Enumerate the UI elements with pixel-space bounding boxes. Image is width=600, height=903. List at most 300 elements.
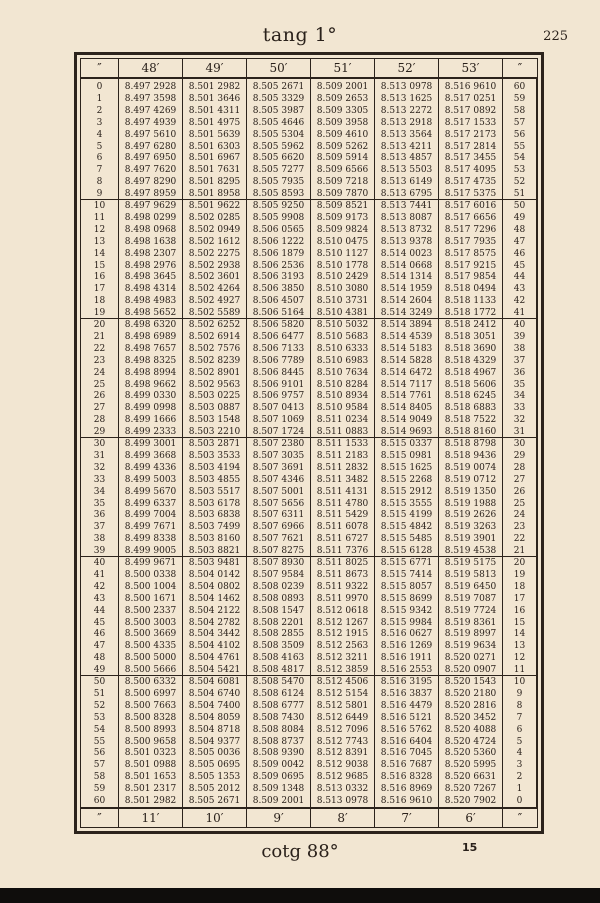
header-minute: 52′	[375, 59, 439, 77]
seconds-label: 50	[513, 201, 526, 211]
table-cell: 8.512 7096	[316, 724, 369, 735]
seconds-label: 27	[93, 403, 106, 414]
table-cell: 8.502 9563	[188, 379, 241, 390]
table-cell: 8.511 0883	[316, 427, 369, 438]
seconds-label: 40	[93, 558, 106, 568]
table-cell: 8.497 7620	[124, 165, 177, 176]
seconds-label: 33	[513, 403, 526, 414]
table-cell: 8.502 3601	[188, 272, 241, 283]
table-cell: 8.499 5670	[124, 486, 177, 497]
table-cell: 8.512 0618	[316, 605, 369, 616]
table-cell: 8.517 5375	[444, 189, 497, 200]
seconds-label: 24	[513, 510, 526, 521]
table-cell: 8.501 2982	[124, 796, 177, 806]
seconds-label: 14	[513, 629, 526, 640]
seconds-label: 8	[516, 700, 523, 711]
group-divider	[81, 318, 537, 319]
seconds-label: 59	[93, 784, 106, 795]
table-cell: 8.517 9854	[444, 272, 497, 283]
table-cell: 8.502 8239	[188, 355, 241, 366]
seconds-label: 34	[93, 486, 106, 497]
table-cell: 8.519 3901	[444, 534, 497, 545]
table-cell: 8.505 3329	[252, 93, 305, 104]
table-cell: 8.510 7634	[316, 367, 369, 378]
table-cell: 8.509 8521	[316, 201, 369, 211]
table-cell: 8.510 8934	[316, 391, 369, 402]
table-cell: 8.513 8087	[380, 212, 433, 223]
seconds-label: 56	[513, 129, 526, 140]
seconds-label: 33	[93, 474, 106, 485]
seconds-label: 29	[513, 450, 526, 461]
table-cell: 8.518 1133	[444, 296, 497, 307]
table-cell: 8.516 7687	[380, 760, 433, 771]
table-cell: 8.519 1350	[444, 486, 497, 497]
seconds-label: 53	[513, 165, 526, 176]
table-cell: 8.517 6656	[444, 212, 497, 223]
table-cell: 8.507 9584	[252, 569, 305, 580]
seconds-label: 1	[96, 93, 103, 104]
table-cell: 8.517 7296	[444, 224, 497, 235]
value-column	[247, 79, 311, 807]
seconds-label: 32	[93, 462, 106, 473]
seconds-label: 16	[93, 272, 106, 283]
table-cell: 8.504 2122	[188, 605, 241, 616]
group-divider	[81, 556, 537, 557]
seconds-label: 5	[96, 141, 103, 152]
table-cell: 8.503 6178	[188, 498, 241, 509]
seconds-label: 19	[93, 308, 106, 319]
table-cell: 8.505 8593	[252, 189, 305, 200]
table-cell: 8.511 2183	[316, 450, 369, 461]
table-cell: 8.516 5121	[380, 712, 433, 723]
table-cell: 8.500 5666	[124, 665, 177, 676]
table-cell: 8.512 7743	[316, 736, 369, 747]
seconds-label: 35	[513, 379, 526, 390]
table-cell: 8.519 5175	[444, 558, 497, 568]
footer-corner-left: ″	[81, 809, 119, 827]
table-cell: 8.497 5610	[124, 129, 177, 140]
table-cell: 8.509 1348	[252, 784, 305, 795]
seconds-label: 41	[513, 308, 526, 319]
table-cell: 8.517 8575	[444, 248, 497, 259]
table-cell: 8.507 6966	[252, 522, 305, 533]
seconds-label: 25	[93, 379, 106, 390]
seconds-label: 28	[93, 415, 106, 426]
seconds-label: 26	[513, 486, 526, 497]
table-cell: 8.514 3894	[380, 320, 433, 330]
table-cell: 8.499 5003	[124, 474, 177, 485]
seconds-label: 46	[513, 248, 526, 259]
table-cell: 8.507 8930	[252, 558, 305, 568]
table-cell: 8.503 2871	[188, 439, 241, 449]
table-cell: 8.504 2782	[188, 617, 241, 628]
table-cell: 8.503 9481	[188, 558, 241, 568]
seconds-label: 43	[513, 284, 526, 295]
table-cell: 8.500 5000	[124, 653, 177, 664]
table-cell: 8.513 6149	[380, 177, 433, 188]
seconds-label: 40	[513, 320, 526, 330]
table-cell: 8.511 6078	[316, 522, 369, 533]
footer-minute: 6′	[439, 809, 503, 827]
table-cell: 8.513 0978	[380, 82, 433, 92]
table-cell: 8.515 0981	[380, 450, 433, 461]
seconds-label: 54	[513, 153, 526, 164]
seconds-label: 39	[513, 331, 526, 342]
table-cell: 8.501 6303	[188, 141, 241, 152]
table-cell: 8.497 4269	[124, 105, 177, 116]
table-cell: 8.500 8328	[124, 712, 177, 723]
header-corner-left: ″	[81, 59, 119, 77]
table-cell: 8.505 4646	[252, 117, 305, 128]
table-cell: 8.506 2536	[252, 260, 305, 271]
table-cell: 8.501 5639	[188, 129, 241, 140]
table-cell: 8.509 6566	[316, 165, 369, 176]
table-cell: 8.515 7414	[380, 569, 433, 580]
table-cell: 8.511 7376	[316, 546, 369, 557]
seconds-label: 58	[93, 772, 106, 783]
table-cell: 8.519 3263	[444, 522, 497, 533]
table-cell: 8.500 9658	[124, 736, 177, 747]
seconds-label: 18	[513, 581, 526, 592]
table-cell: 8.519 7724	[444, 605, 497, 616]
table-cell: 8.498 3645	[124, 272, 177, 283]
table-cell: 8.508 4817	[252, 665, 305, 676]
table-cell: 8.515 6128	[380, 546, 433, 557]
seconds-label: 51	[93, 688, 106, 699]
seconds-label: 48	[93, 653, 106, 664]
seconds-label: 26	[93, 391, 106, 402]
table-cell: 8.498 6320	[124, 320, 177, 330]
seconds-label: 0	[516, 796, 523, 806]
table-cell: 8.511 6727	[316, 534, 369, 545]
table-cell: 8.511 2832	[316, 462, 369, 473]
table-cell: 8.518 6883	[444, 403, 497, 414]
table-cell: 8.501 8958	[188, 189, 241, 200]
table-cell: 8.508 0893	[252, 593, 305, 604]
table-cell: 8.506 1879	[252, 248, 305, 259]
table-cell: 8.511 4780	[316, 498, 369, 509]
table-cell: 8.506 5164	[252, 308, 305, 319]
table-cell: 8.514 2604	[380, 296, 433, 307]
table-cell: 8.500 4335	[124, 641, 177, 652]
table-cell: 8.499 6337	[124, 498, 177, 509]
table-cell: 8.506 7133	[252, 343, 305, 354]
table-cell: 8.514 0023	[380, 248, 433, 259]
table-cell: 8.509 7218	[316, 177, 369, 188]
table-cell: 8.511 8673	[316, 569, 369, 580]
seconds-label: 11	[93, 212, 106, 223]
seconds-label: 2	[516, 772, 523, 783]
table-cell: 8.501 0323	[124, 748, 177, 759]
seconds-label: 7	[96, 165, 103, 176]
table-cell: 8.505 2671	[188, 796, 241, 806]
table-cell: 8.501 4311	[188, 105, 241, 116]
table-cell: 8.504 6740	[188, 688, 241, 699]
table-cell: 8.498 4983	[124, 296, 177, 307]
table-cell: 8.515 4199	[380, 510, 433, 521]
table-cell: 8.504 6081	[188, 677, 241, 687]
table-cell: 8.514 5183	[380, 343, 433, 354]
table-cell: 8.505 1353	[188, 772, 241, 783]
table-cell: 8.509 4610	[316, 129, 369, 140]
seconds-label: 22	[513, 534, 526, 545]
table-cell: 8.507 1069	[252, 415, 305, 426]
table-cell: 8.518 8798	[444, 439, 497, 449]
seconds-label: 31	[93, 450, 106, 461]
table-cell: 8.515 6771	[380, 558, 433, 568]
table-cell: 8.501 9622	[188, 201, 241, 211]
table-cell: 8.516 3837	[380, 688, 433, 699]
table-cell: 8.508 5470	[252, 677, 305, 687]
seconds-label: 9	[96, 189, 103, 200]
footer-minute: 9′	[247, 809, 311, 827]
table-cell: 8.508 2201	[252, 617, 305, 628]
table-cell: 8.499 7671	[124, 522, 177, 533]
table-cell: 8.514 1314	[380, 272, 433, 283]
seconds-label: 35	[93, 498, 106, 509]
table-cell: 8.503 3533	[188, 450, 241, 461]
table-cell: 8.516 9610	[444, 82, 497, 92]
table-cell: 8.503 8160	[188, 534, 241, 545]
table-cell: 8.505 5304	[252, 129, 305, 140]
table-cell: 8.510 1778	[316, 260, 369, 271]
table-cell: 8.502 0949	[188, 224, 241, 235]
seconds-label: 0	[96, 82, 103, 92]
table-cell: 8.519 0712	[444, 474, 497, 485]
table-cell: 8.512 9038	[316, 760, 369, 771]
table-cell: 8.497 8959	[124, 189, 177, 200]
footer-minute: 11′	[119, 809, 183, 827]
table-cell: 8.500 7663	[124, 700, 177, 711]
table-cell: 8.510 5683	[316, 331, 369, 342]
table-cell: 8.504 5421	[188, 665, 241, 676]
table-cell: 8.517 7935	[444, 236, 497, 247]
table-cell: 8.511 3482	[316, 474, 369, 485]
seconds-label: 49	[513, 212, 526, 223]
table-cell: 8.503 4855	[188, 474, 241, 485]
table-cell: 8.502 6252	[188, 320, 241, 330]
table-cell: 8.506 9757	[252, 391, 305, 402]
right-seconds-column	[503, 79, 537, 807]
table-cell: 8.508 2855	[252, 629, 305, 640]
table-cell: 8.513 4211	[380, 141, 433, 152]
seconds-label: 38	[93, 534, 106, 545]
table-cell: 8.519 9634	[444, 641, 497, 652]
table-cell: 8.502 8901	[188, 367, 241, 378]
seconds-label: 34	[513, 391, 526, 402]
table-cell: 8.517 3455	[444, 153, 497, 164]
seconds-label: 4	[516, 748, 523, 759]
table-cell: 8.502 4927	[188, 296, 241, 307]
table-cell: 8.499 2333	[124, 427, 177, 438]
table-cell: 8.506 4507	[252, 296, 305, 307]
table-cell: 8.516 8328	[380, 772, 433, 783]
table-cell: 8.509 3305	[316, 105, 369, 116]
table-cell: 8.504 8059	[188, 712, 241, 723]
table-cell: 8.517 0251	[444, 93, 497, 104]
value-column	[375, 79, 439, 807]
seconds-label: 5	[516, 736, 523, 747]
seconds-label: 15	[93, 260, 106, 271]
seconds-label: 44	[513, 272, 526, 283]
table-cell: 8.502 1612	[188, 236, 241, 247]
table-cell: 8.499 9005	[124, 546, 177, 557]
table-cell: 8.500 0338	[124, 569, 177, 580]
table-cell: 8.510 3080	[316, 284, 369, 295]
table-cell: 8.501 2982	[188, 82, 241, 92]
seconds-label: 57	[93, 760, 106, 771]
table-cell: 8.504 4102	[188, 641, 241, 652]
table-cell: 8.501 0988	[124, 760, 177, 771]
table-cell: 8.519 4538	[444, 546, 497, 557]
table-cell: 8.507 4346	[252, 474, 305, 485]
seconds-label: 36	[93, 510, 106, 521]
table-cell: 8.510 8284	[316, 379, 369, 390]
seconds-label: 54	[93, 724, 106, 735]
seconds-label: 58	[513, 105, 526, 116]
table-cell: 8.503 1548	[188, 415, 241, 426]
table-cell: 8.520 0907	[444, 665, 497, 676]
header-minute: 50′	[247, 59, 311, 77]
seconds-label: 28	[513, 462, 526, 473]
seconds-label: 21	[513, 546, 526, 557]
table-cell: 8.512 2563	[316, 641, 369, 652]
seconds-label: 37	[93, 522, 106, 533]
table-cell: 8.508 0239	[252, 581, 305, 592]
seconds-label: 25	[513, 498, 526, 509]
table-cell: 8.506 5820	[252, 320, 305, 330]
table-cell: 8.502 2275	[188, 248, 241, 259]
table-cell: 8.510 3731	[316, 296, 369, 307]
table-cell: 8.499 0330	[124, 391, 177, 402]
header-minute: 53′	[439, 59, 503, 77]
table-cell: 8.509 0695	[252, 772, 305, 783]
table-cell: 8.515 2268	[380, 474, 433, 485]
table-cell: 8.515 9984	[380, 617, 433, 628]
table-cell: 8.506 7789	[252, 355, 305, 366]
table-cell: 8.507 2380	[252, 439, 305, 449]
table-body	[81, 79, 537, 807]
table-cell: 8.515 0337	[380, 439, 433, 449]
footer-minute: 8′	[311, 809, 375, 827]
table-cell: 8.519 8997	[444, 629, 497, 640]
left-seconds-column	[81, 79, 119, 807]
table-cell: 8.518 7522	[444, 415, 497, 426]
table-cell: 8.497 6280	[124, 141, 177, 152]
table-cell: 8.505 0695	[188, 760, 241, 771]
table-cell: 8.506 3850	[252, 284, 305, 295]
table-cell: 8.505 6620	[252, 153, 305, 164]
table-cell: 8.510 5032	[316, 320, 369, 330]
table-cell: 8.508 9390	[252, 748, 305, 759]
footer-minute: 7′	[375, 809, 439, 827]
table-cell: 8.516 2553	[380, 665, 433, 676]
table-cell: 8.510 6983	[316, 355, 369, 366]
header-minute: 48′	[119, 59, 183, 77]
table-cell: 8.501 2317	[124, 784, 177, 795]
table-cell: 8.500 8993	[124, 724, 177, 735]
seconds-label: 17	[93, 284, 106, 295]
table-cell: 8.515 4842	[380, 522, 433, 533]
table-cell: 8.497 9629	[124, 201, 177, 211]
table-cell: 8.513 1625	[380, 93, 433, 104]
table-cell: 8.520 1543	[444, 677, 497, 687]
table-cell: 8.520 0271	[444, 653, 497, 664]
seconds-label: 7	[516, 712, 523, 723]
seconds-label: 51	[513, 189, 526, 200]
table-cell: 8.516 6404	[380, 736, 433, 747]
table-cell: 8.509 5262	[316, 141, 369, 152]
table-cell: 8.518 1772	[444, 308, 497, 319]
table-cell: 8.519 8361	[444, 617, 497, 628]
table-cell: 8.507 0413	[252, 403, 305, 414]
table-cell: 8.501 4975	[188, 117, 241, 128]
table-cell: 8.498 0299	[124, 212, 177, 223]
table-cell: 8.498 2976	[124, 260, 177, 271]
seconds-label: 50	[93, 677, 106, 687]
footer-corner-right: ″	[517, 811, 523, 825]
table-cell: 8.498 5652	[124, 308, 177, 319]
seconds-label: 38	[513, 343, 526, 354]
table-cell: 8.506 6477	[252, 331, 305, 342]
table-cell: 8.510 0475	[316, 236, 369, 247]
signature-mark: 15	[462, 841, 478, 854]
table-cell: 8.519 0074	[444, 462, 497, 473]
table-cell: 8.499 9671	[124, 558, 177, 568]
table-cell: 8.509 2653	[316, 93, 369, 104]
table-cell: 8.520 5360	[444, 748, 497, 759]
table-cell: 8.520 3452	[444, 712, 497, 723]
seconds-label: 14	[93, 248, 106, 259]
table-cell: 8.504 0142	[188, 569, 241, 580]
seconds-label: 55	[93, 736, 106, 747]
table-cell: 8.512 5801	[316, 700, 369, 711]
header-minute: 51′	[311, 59, 375, 77]
table-cell: 8.497 6950	[124, 153, 177, 164]
seconds-label: 47	[513, 236, 526, 247]
seconds-label: 18	[93, 296, 106, 307]
table-cell: 8.516 4479	[380, 700, 433, 711]
table-cell: 8.505 2671	[252, 82, 305, 92]
table-cell: 8.509 2001	[252, 796, 305, 806]
seconds-label: 23	[93, 355, 106, 366]
table-cell: 8.520 5995	[444, 760, 497, 771]
table-cell: 8.497 8290	[124, 177, 177, 188]
header-minute: 49′	[183, 59, 247, 77]
seconds-label: 3	[96, 117, 103, 128]
seconds-label: 23	[513, 522, 526, 533]
table-cell: 8.505 3987	[252, 105, 305, 116]
table-cell: 8.499 3001	[124, 439, 177, 449]
table-cell: 8.506 1222	[252, 236, 305, 247]
seconds-label: 52	[93, 700, 106, 711]
table-cell: 8.513 9378	[380, 236, 433, 247]
table-cell: 8.498 8325	[124, 355, 177, 366]
seconds-label: 12	[513, 653, 526, 664]
table-cell: 8.510 2429	[316, 272, 369, 283]
seconds-label: 37	[513, 355, 526, 366]
table-cell: 8.517 2814	[444, 141, 497, 152]
seconds-label: 11	[513, 665, 526, 676]
table-cell: 8.510 6333	[316, 343, 369, 354]
table-cell: 8.508 8084	[252, 724, 305, 735]
table-cell: 8.520 4088	[444, 724, 497, 735]
seconds-label: 46	[93, 629, 106, 640]
seconds-label: 20	[513, 558, 526, 568]
table-cell: 8.515 3555	[380, 498, 433, 509]
table-cell: 8.498 8994	[124, 367, 177, 378]
seconds-label: 29	[93, 427, 106, 438]
